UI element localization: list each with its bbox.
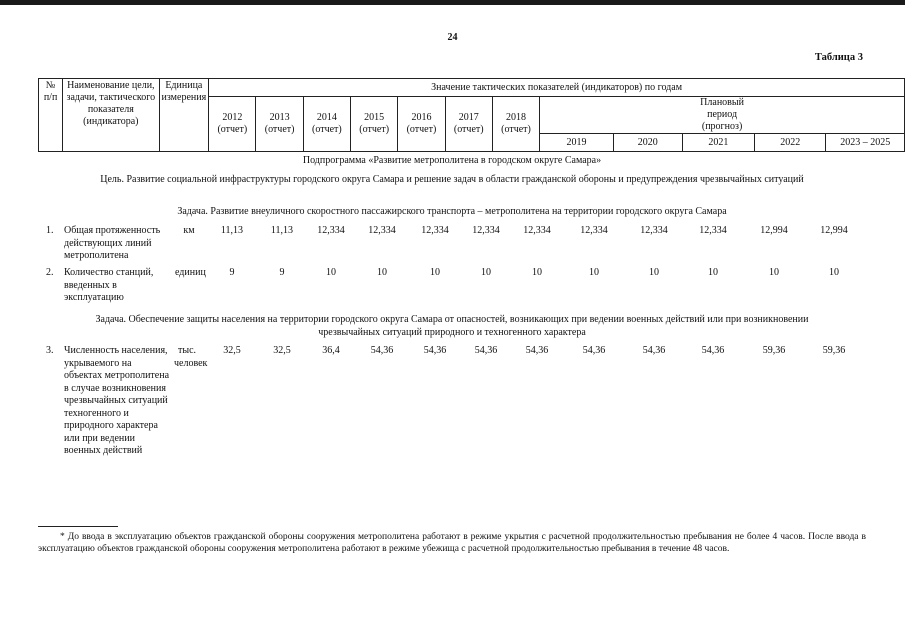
value-2014: 36,4	[322, 345, 340, 356]
value-2013: 9	[279, 267, 285, 278]
value-2012: 9	[229, 267, 235, 278]
value-2020: 12,334	[640, 225, 668, 236]
task-1-text: Задача. Развитие внеуличного скоростного пассажирского транспорта – метрополитена на территории городского округа Самара	[177, 206, 727, 217]
header-year-2018: 2018 (отчет)	[492, 97, 539, 152]
header-year-2013: 2013 (отчет)	[256, 97, 303, 152]
header-col-name: Наименование цели, задачи, тактического показателя (индикатора)	[63, 79, 159, 152]
header-year-2012: 2012 (отчет)	[209, 97, 256, 152]
value-2021: 10	[708, 267, 718, 278]
row-number: 3.	[46, 345, 54, 356]
header-plan-2023-2025: 2023 – 2025	[826, 134, 905, 152]
value-2012: 32,5	[223, 345, 241, 356]
page-number: 24	[447, 32, 458, 43]
table-label: Таблица 3	[814, 52, 863, 63]
header-col-no: № п/п	[39, 79, 63, 152]
value-2015: 54,36	[370, 345, 394, 356]
value-2023-2025: 12,994	[820, 225, 848, 236]
value-2018: 10	[532, 267, 542, 278]
value-2020: 54,36	[642, 345, 666, 356]
value-2023-2025: 10	[829, 267, 839, 278]
goal-text: Цель. Развитие социальной инфраструктуры городского округа Самара и решение задач в области гражданской обороны и предупреждения чрезвычайных ситуаций	[100, 174, 804, 185]
value-2020: 10	[649, 267, 659, 278]
subprogram-title: Подпрограмма «Развитие метрополитена в городском округе Самара»	[302, 155, 602, 166]
header-year-2016: 2016 (отчет)	[398, 97, 445, 152]
scan-top-border	[0, 0, 905, 5]
row-name: Общая протяженность действующих линий метрополитена	[64, 225, 161, 261]
footnote-text: * До ввода в эксплуатацию объектов гражданской обороны сооружения метрополитена работают в режиме укрытия с расчетной продолжительностью пребывания не более 4 часов. После ввода в эксплуатацию объектов гражданской обороны сооружения метрополитена работают в режиме убежища с расчетной продолжительностью пребывания в течение 48 часов.	[38, 532, 866, 554]
value-2015: 10	[377, 267, 387, 278]
value-2019: 10	[589, 267, 599, 278]
value-2021: 54,36	[701, 345, 725, 356]
header-plan-2021: 2021	[682, 134, 754, 152]
value-2017: 54,36	[474, 345, 498, 356]
header-plan-period: Плановый период (прогноз)	[540, 97, 905, 134]
value-2019: 54,36	[582, 345, 606, 356]
value-2023-2025: 59,36	[822, 345, 846, 356]
value-2012: 11,13	[220, 225, 244, 236]
row-number: 1.	[46, 225, 54, 236]
value-2018: 54,36	[525, 345, 549, 356]
header-col-unit: Единица измерения	[159, 79, 209, 152]
header-col-values: Значение тактических показателей (индикаторов) по годам	[209, 79, 905, 97]
value-2017: 10	[481, 267, 491, 278]
task-2-text: Задача. Обеспечение защиты населения на территории городского округа Самара от опасностей, возникающих при ведении военных действий или при возникновении чрезвычайных ситуаций природного и техногенного характера	[95, 314, 809, 338]
value-2013: 11,13	[270, 225, 294, 236]
row-number: 2.	[46, 267, 54, 278]
value-2021: 12,334	[699, 225, 727, 236]
header-year-2017: 2017 (отчет)	[445, 97, 492, 152]
value-2016: 54,36	[423, 345, 447, 356]
row-unit: тыс. человек	[174, 345, 208, 369]
value-2018: 12,334	[523, 225, 551, 236]
row-unit: км	[183, 225, 195, 236]
row-name: Численность населения, укрываемого на объектах метрополитена в случае возникновения чрезвычайных ситуаций техногенного и природного характера или при ведении военных действий	[64, 345, 170, 456]
value-2013: 32,5	[273, 345, 291, 356]
value-2016: 12,334	[421, 225, 449, 236]
value-2017: 12,334	[472, 225, 500, 236]
value-2016: 10	[430, 267, 440, 278]
header-year-2015: 2015 (отчет)	[351, 97, 398, 152]
row-unit: единиц	[175, 267, 206, 278]
header-plan-2022: 2022	[755, 134, 826, 152]
value-2019: 12,334	[580, 225, 608, 236]
value-2014: 10	[326, 267, 336, 278]
value-2014: 12,334	[317, 225, 345, 236]
value-2015: 12,334	[368, 225, 396, 236]
header-plan-2019: 2019	[540, 134, 614, 152]
footnote-divider	[38, 526, 118, 527]
value-2022: 59,36	[762, 345, 786, 356]
row-name: Количество станций, введенных в эксплуатацию	[64, 267, 154, 303]
header-plan-2020: 2020	[613, 134, 682, 152]
value-2022: 12,994	[760, 225, 788, 236]
header-year-2014: 2014 (отчет)	[303, 97, 350, 152]
header-table	[38, 78, 905, 152]
value-2022: 10	[769, 267, 779, 278]
